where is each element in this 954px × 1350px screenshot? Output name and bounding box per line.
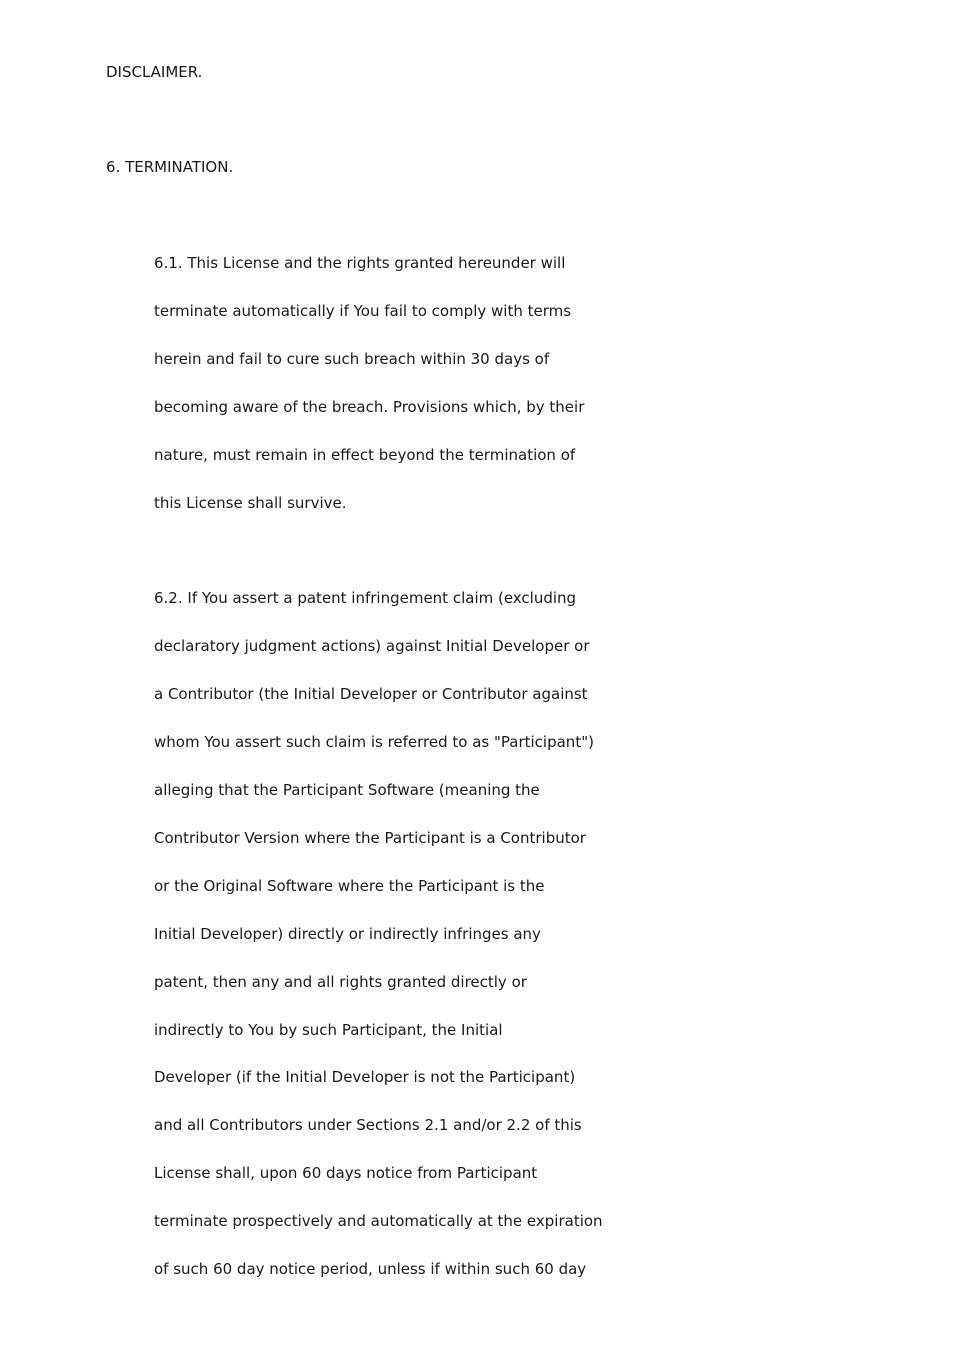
paragraph-line: terminate prospectively and automatically at the expiration: [154, 1212, 603, 1230]
paragraph-line: indirectly to You by such Participant, the Initial: [154, 1021, 503, 1039]
paragraph-line: herein and fail to cure such breach within 30 days of: [154, 350, 550, 368]
paragraph-line: a Contributor (the Initial Developer or Contributor against: [154, 685, 588, 703]
paragraph-line: 6.2. If You assert a patent infringement claim (excluding: [154, 589, 577, 607]
paragraph-line: or the Original Software where the Participant is the: [154, 877, 545, 895]
section-heading-termination: 6. TERMINATION.: [106, 158, 234, 176]
paragraph-line: nature, must remain in effect beyond the termination of: [154, 446, 576, 464]
paragraph-line: declaratory judgment actions) against Initial Developer or: [154, 637, 590, 655]
paragraph-line: terminate automatically if You fail to comply with terms: [154, 302, 572, 320]
paragraph-line: alleging that the Participant Software (meaning the: [154, 781, 540, 799]
paragraph-line: Initial Developer) directly or indirectly infringes any: [154, 925, 541, 943]
paragraph-line: and all Contributors under Sections 2.1 and/or 2.2 of this: [154, 1116, 582, 1134]
paragraph-line: becoming aware of the breach. Provisions which, by their: [154, 398, 585, 416]
paragraph-line: 6.1. This License and the rights granted hereunder will: [154, 254, 566, 272]
paragraph-line: this License shall survive.: [154, 494, 347, 512]
paragraph-line: of such 60 day notice period, unless if within such 60 day: [154, 1260, 587, 1278]
paragraph-line: Developer (if the Initial Developer is not the Participant): [154, 1068, 576, 1086]
paragraph-line: Contributor Version where the Participant is a Contributor: [154, 829, 586, 847]
disclaimer-heading: DISCLAIMER.: [106, 63, 203, 81]
paragraph-line: License shall, upon 60 days notice from Participant: [154, 1164, 538, 1182]
paragraph-line: whom You assert such claim is referred to as "Participant"): [154, 733, 594, 751]
paragraph-line: patent, then any and all rights granted directly or: [154, 973, 527, 991]
